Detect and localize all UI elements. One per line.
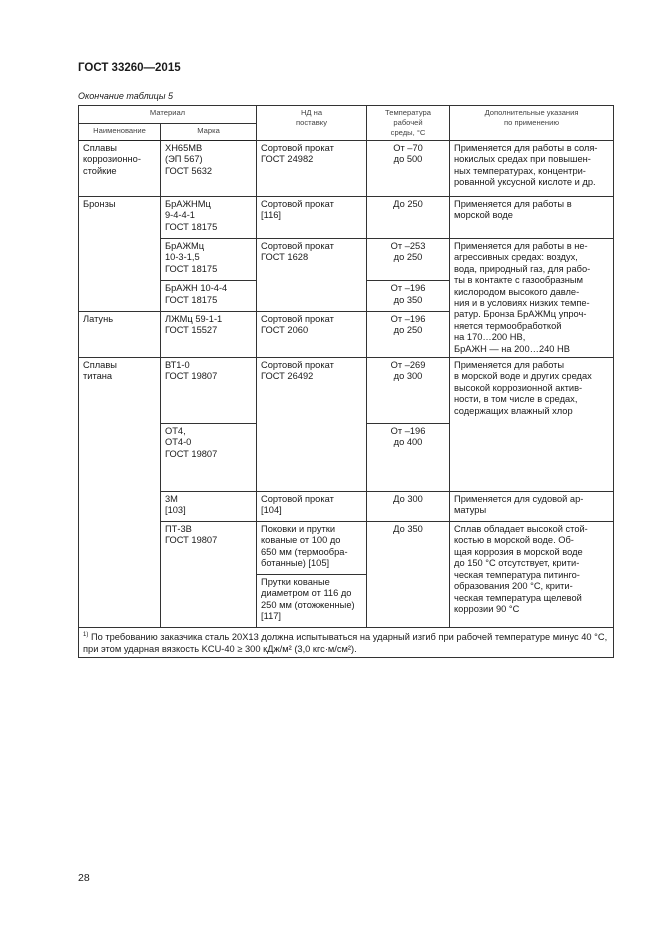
- cell-temperature: До 350: [367, 522, 450, 628]
- footnote-row: [79, 628, 614, 658]
- cell-name: Сплавы коррозионно- стойкие: [79, 141, 161, 197]
- table-row: [79, 197, 614, 239]
- footnote-mark: 1): [83, 632, 89, 639]
- cell-nd: Прутки кованые диаметром от 116 до 250 мм (отожженные) [117]: [257, 575, 367, 628]
- cell-name: Бронзы: [79, 197, 161, 312]
- cell-name: Сплавы титана: [79, 358, 161, 628]
- cell-temperature: От –269 до 300: [367, 358, 450, 424]
- document-title: ГОСТ 33260—2015: [78, 62, 181, 74]
- cell-nd: Сортовой прокат ГОСТ 26492: [257, 358, 367, 492]
- cell-grade: ПТ-3В ГОСТ 19807: [161, 522, 257, 628]
- header-notes: Дополнительные указания по применению: [450, 106, 614, 141]
- cell-grade: ВТ1-0 ГОСТ 19807: [161, 358, 257, 424]
- table-caption: Окончание таблицы 5: [78, 91, 173, 101]
- cell-temperature: От –196 до 350: [367, 281, 450, 311]
- cell-nd: Сортовой прокат ГОСТ 1628: [257, 239, 367, 312]
- footnote-text: По требованию заказчика сталь 20Х13 должна испытываться на ударный изгиб при рабочей температуре минус 40 °С, при этом ударная вязкость KCU-40 ≥ 300 кДж/м² (3,0 кгс·м/см²).: [83, 632, 608, 654]
- cell-nd: Сортовой прокат [104]: [257, 492, 367, 522]
- cell-name: Латунь: [79, 311, 161, 357]
- header-temperature: Температура рабочей среды, °С: [367, 106, 450, 141]
- header-name: Наименование: [79, 123, 161, 141]
- header-grade: Марка: [161, 123, 257, 141]
- cell-grade: ОТ4, ОТ4-0 ГОСТ 19807: [161, 424, 257, 492]
- header-nd: НД на поставку: [257, 106, 367, 141]
- cell-temperature: От –196 до 400: [367, 424, 450, 492]
- cell-notes: Применяется для работы в морской воде и других средах высокой коррозионной актив- ности, в том числе в средах, содержащих влажный хлор: [450, 358, 614, 492]
- cell-grade: БрАЖМц 10-3-1,5 ГОСТ 18175: [161, 239, 257, 281]
- cell-nd: Поковки и прутки кованые от 100 до 650 мм (термообра- ботанные) [105]: [257, 522, 367, 575]
- cell-notes: Применяется для судовой ар- матуры: [450, 492, 614, 522]
- cell-notes: Применяется для работы в морской воде: [450, 197, 614, 239]
- materials-table: [78, 105, 614, 658]
- page-number: 28: [78, 872, 90, 884]
- cell-nd: Сортовой прокат ГОСТ 2060: [257, 311, 367, 357]
- cell-grade: ЛЖМц 59-1-1 ГОСТ 15527: [161, 311, 257, 357]
- cell-grade: БрАЖНМц 9-4-4-1 ГОСТ 18175: [161, 197, 257, 239]
- cell-nd: Сортовой прокат ГОСТ 24982: [257, 141, 367, 197]
- cell-notes: Сплав обладает высокой стой- костью в морской воде. Об- щая коррозия в морской воде до 150 °С отсутствует, крити- ческая температура питинго- образования 200 °С, крити- ческая температура щелевой коррозии 90 °С: [450, 522, 614, 628]
- cell-notes: Применяется для работы в не- агрессивных средах: воздух, вода, природный газ, для рабо- ты в контакте с газообразным кислородом высокого давле- ния и в условиях низких темпе- ратур. Бронза БрАЖМц упроч- няется термообработкой на 170…200 НВ, БрАЖН — на 200…240 НВ: [450, 239, 614, 358]
- cell-grade: 3М [103]: [161, 492, 257, 522]
- cell-grade: ХН65МВ (ЭП 567) ГОСТ 5632: [161, 141, 257, 197]
- cell-temperature: От –70 до 500: [367, 141, 450, 197]
- header-material: Материал: [79, 106, 257, 124]
- table-row: [79, 358, 614, 424]
- cell-temperature: До 250: [367, 197, 450, 239]
- footnote: [79, 628, 614, 658]
- cell-nd: Сортовой прокат [116]: [257, 197, 367, 239]
- cell-grade: БрАЖН 10-4-4 ГОСТ 18175: [161, 281, 257, 311]
- cell-temperature: До 300: [367, 492, 450, 522]
- cell-temperature: От –196 до 250: [367, 311, 450, 357]
- table-row: [79, 141, 614, 197]
- cell-temperature: От –253 до 250: [367, 239, 450, 281]
- cell-notes: Применяется для работы в соля- нокислых средах при повышен- ных температурах, концентри- рованной уксусной кислоте и др.: [450, 141, 614, 197]
